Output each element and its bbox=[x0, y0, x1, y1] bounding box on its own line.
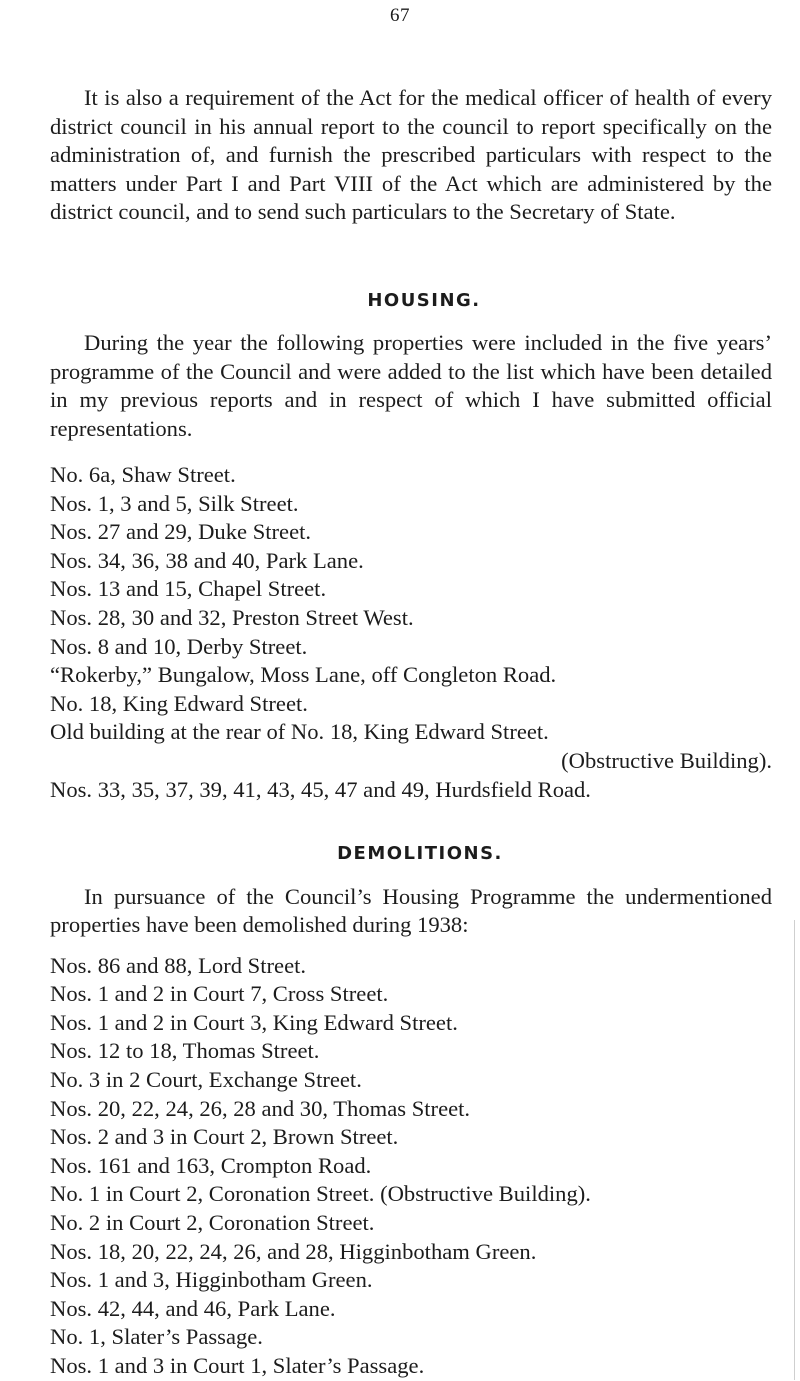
list-item: Nos. 86 and 88, Lord Street. bbox=[50, 952, 307, 978]
list-item: “Rokerby,” Bungalow, Moss Lane, off Congleton Road. bbox=[50, 662, 557, 688]
list-item: Nos. 27 and 29, Duke Street. bbox=[50, 519, 312, 545]
list-item: Nos. 28, 30 and 32, Preston Street West. bbox=[50, 604, 414, 630]
list-item: Nos. 34, 36, 38 and 40, Park Lane. bbox=[50, 547, 364, 573]
list-item: No. 18, King Edward Street. bbox=[50, 690, 308, 716]
list-item: No. 3 in 2 Court, Exchange Street. bbox=[50, 1067, 362, 1092]
list-item: No. 1 in Court 2, Coronation Street. (Obstructive Building). bbox=[50, 1181, 591, 1207]
list-item: Nos. 1 and 3 in Court 1, Slater’s Passage. bbox=[50, 1352, 425, 1378]
list-item: No. 1, Slater’s Passage. bbox=[50, 1324, 263, 1350]
list-item: No. 2 in Court 2, Coronation Street. bbox=[50, 1209, 375, 1235]
page-edge-rule bbox=[794, 920, 795, 1380]
list-item: Old building at the rear of No. 18, King Edward Street. bbox=[50, 719, 549, 745]
demolitions-property-list bbox=[50, 952, 772, 1381]
demolitions-heading: DEMOLITIONS. bbox=[337, 843, 503, 865]
list-item: Nos. 2 and 3 in Court 2, Brown Street. bbox=[50, 1124, 399, 1150]
list-item: Nos. 161 and 163, Crompton Road. bbox=[50, 1152, 372, 1178]
housing-paragraph: During the year the following properties were included in the five years’ programme of the Council and were added to the list which have been detailed in my previous reports and in respect of which I have submitted official representations. bbox=[50, 330, 772, 441]
page-content bbox=[50, 84, 772, 1381]
list-item: Nos. 33, 35, 37, 39, 41, 43, 45, 47 and 49, Hurdsfield Road. bbox=[50, 776, 591, 802]
list-item: Nos. 42, 44, and 46, Park Lane. bbox=[50, 1295, 336, 1321]
housing-property-list bbox=[50, 461, 772, 804]
list-item: Nos. 20, 22, 24, 26, 28 and 30, Thomas Street. bbox=[50, 1095, 471, 1121]
list-item-continuation: (Obstructive Building). bbox=[561, 747, 772, 773]
demolitions-paragraph: In pursuance of the Council’s Housing Programme the undermentioned properties have been demolished during 1938: bbox=[50, 883, 772, 938]
list-item: No. 6a, Shaw Street. bbox=[50, 462, 236, 487]
page-number: 67 bbox=[390, 5, 410, 26]
intro-paragraph: It is also a requirement of the Act for the medical officer of health of every district council in his annual report to the council to report specifically on the administration of, and furnish the prescribed particulars with respect to the matters under Part I and Part VIII of the Act which are administered by the district council, and to send such particulars to the Secretary of State. bbox=[50, 85, 772, 224]
list-item: Nos. 1 and 2 in Court 3, King Edward Street. bbox=[50, 1009, 458, 1035]
list-item: Nos. 12 to 18, Thomas Street. bbox=[50, 1038, 320, 1064]
list-item: Nos. 18, 20, 22, 24, 26, and 28, Higginbotham Green. bbox=[50, 1238, 537, 1264]
list-item: Nos. 1, 3 and 5, Silk Street. bbox=[50, 490, 299, 516]
housing-heading: HOUSING. bbox=[367, 289, 481, 311]
list-item: Nos. 13 and 15, Chapel Street. bbox=[50, 576, 327, 602]
list-item: Nos. 1 and 2 in Court 7, Cross Street. bbox=[50, 981, 389, 1007]
list-item: Nos. 8 and 10, Derby Street. bbox=[50, 633, 308, 659]
list-item: Nos. 1 and 3, Higginbotham Green. bbox=[50, 1267, 373, 1293]
